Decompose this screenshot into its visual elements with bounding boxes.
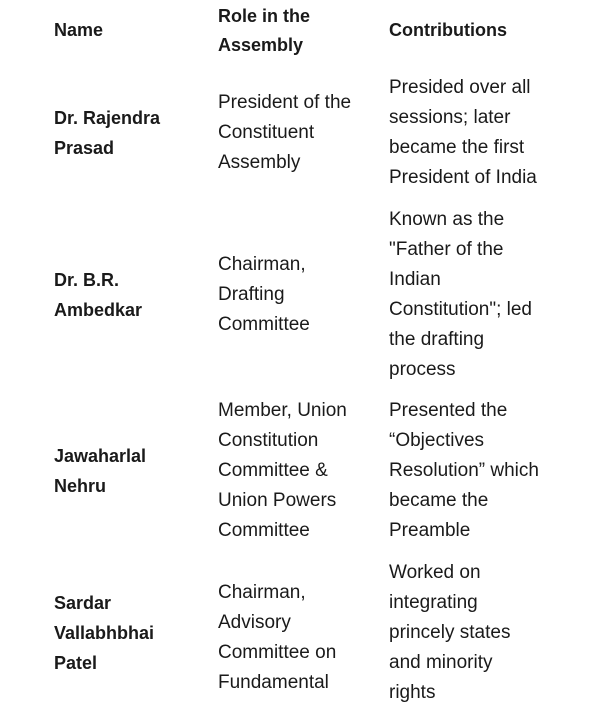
contribution-line: Indian bbox=[389, 269, 441, 290]
name-line: Jawaharlal bbox=[54, 446, 147, 466]
name-line: Prasad bbox=[54, 138, 115, 158]
contribution-line: princely states bbox=[389, 622, 511, 643]
name-line: Dr. Rajendra bbox=[54, 108, 161, 128]
header-role-line: Role in the bbox=[218, 6, 311, 26]
role-line: Chairman, bbox=[218, 254, 306, 275]
row-name bbox=[54, 588, 204, 678]
role-line: Committee bbox=[218, 314, 310, 335]
contribution-line: “Objectives bbox=[389, 430, 485, 451]
name-line: Patel bbox=[54, 653, 98, 673]
name-line: Nehru bbox=[54, 476, 107, 496]
contribution-line: President of India bbox=[389, 167, 537, 188]
contribution-line: became the bbox=[389, 490, 489, 511]
row-role bbox=[218, 250, 378, 340]
row-role bbox=[218, 578, 378, 698]
row-name bbox=[54, 103, 204, 163]
row-name bbox=[54, 441, 204, 501]
row-contributions bbox=[389, 73, 604, 193]
role-line: Committee & bbox=[218, 460, 328, 481]
contribution-line: Worked on bbox=[389, 562, 481, 583]
contribution-line: Presided over all bbox=[389, 77, 531, 98]
role-line: Chairman, bbox=[218, 582, 306, 603]
role-line: Advisory bbox=[218, 612, 291, 633]
role-line: Member, Union bbox=[218, 400, 347, 421]
contribution-line: Constitution"; led bbox=[389, 299, 532, 320]
role-line: Drafting bbox=[218, 284, 285, 305]
header-contributions bbox=[389, 16, 604, 45]
role-line: Union Powers bbox=[218, 490, 337, 511]
header-contributions-label: Contributions bbox=[389, 20, 507, 40]
contribution-line: Preamble bbox=[389, 520, 471, 541]
role-line: Assembly bbox=[218, 152, 301, 173]
row-role bbox=[218, 396, 378, 546]
contribution-line: integrating bbox=[389, 592, 478, 613]
header-name-label: Name bbox=[54, 20, 104, 40]
name-line: Ambedkar bbox=[54, 300, 143, 320]
contribution-line: and minority bbox=[389, 652, 493, 673]
contribution-line: Presented the bbox=[389, 400, 508, 421]
contribution-line: rights bbox=[389, 682, 436, 703]
row-role bbox=[218, 88, 378, 178]
role-line: Fundamental bbox=[218, 672, 329, 693]
row-contributions bbox=[389, 396, 604, 546]
contribution-line: sessions; later bbox=[389, 107, 511, 128]
contribution-line: "Father of the bbox=[389, 239, 504, 260]
role-line: Constituent bbox=[218, 122, 315, 143]
row-name bbox=[54, 265, 204, 325]
role-line: Committee bbox=[218, 520, 310, 541]
row-contributions bbox=[389, 558, 604, 708]
contribution-line: Resolution” which bbox=[389, 460, 539, 481]
name-line: Sardar bbox=[54, 593, 112, 613]
header-name bbox=[54, 16, 204, 45]
name-line: Dr. B.R. bbox=[54, 270, 120, 290]
role-line: Constitution bbox=[218, 430, 319, 451]
contribution-line: process bbox=[389, 359, 456, 380]
role-line: President of the bbox=[218, 92, 352, 113]
name-line: Vallabhbhai bbox=[54, 623, 155, 643]
contribution-line: became the first bbox=[389, 137, 525, 158]
role-line: Committee on bbox=[218, 642, 337, 663]
contribution-line: Known as the bbox=[389, 209, 505, 230]
contribution-line: the drafting bbox=[389, 329, 485, 350]
row-contributions bbox=[389, 205, 604, 385]
header-role-line: Assembly bbox=[218, 35, 304, 55]
header-role bbox=[218, 2, 378, 60]
